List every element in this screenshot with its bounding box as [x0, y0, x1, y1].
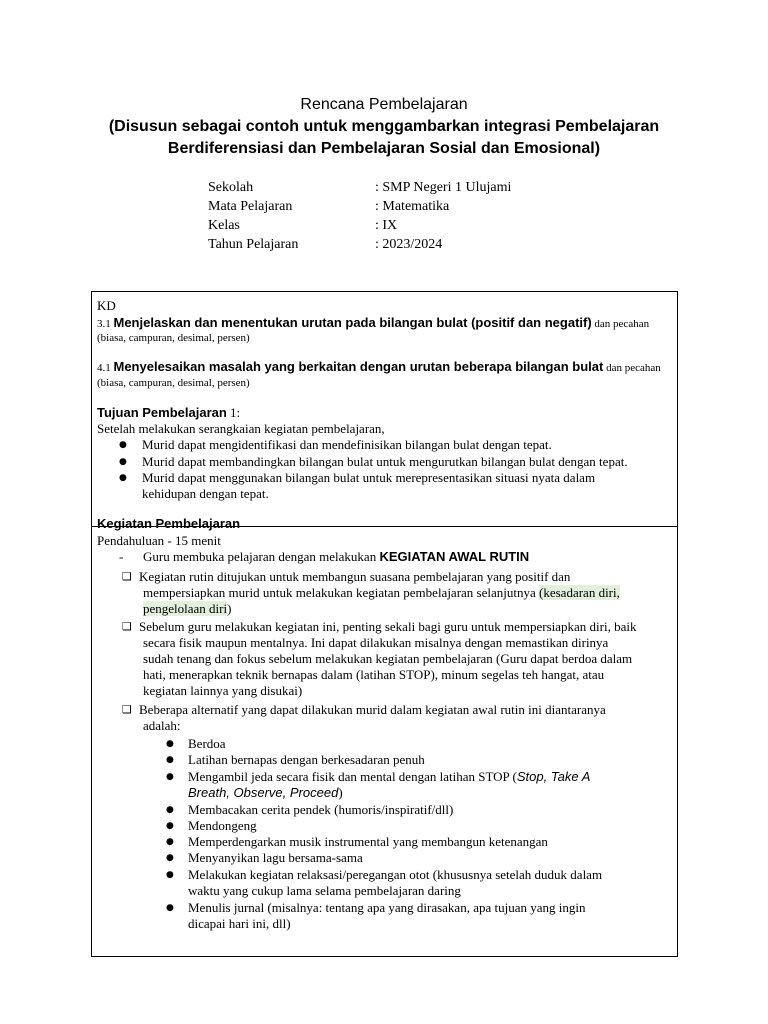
point-3-line: Beberapa alternatif yang dapat dilakukan murid dalam kegiatan awal rutin ini diantaranya: [139, 702, 606, 717]
bullet-icon: ●: [166, 805, 174, 815]
meta-row-tahun-pelajaran: [208, 235, 511, 254]
alternative-item-cont: dicapai hari ini, dll): [188, 916, 291, 931]
meta-row-mata-pelajaran: [208, 197, 511, 216]
tujuan-item: Murid dapat mengidentifikasi dan mendefinisikan bilangan bulat dengan tepat.: [142, 437, 552, 452]
point-2-line: Sebelum guru melakukan kegiatan ini, penting sekali bagi guru untuk mempersiapkan diri, baik: [139, 619, 637, 634]
meta-label: Kelas: [208, 218, 240, 233]
bullet-icon: ●: [166, 903, 174, 913]
bullet-icon: ●: [119, 440, 127, 450]
meta-label: Sekolah: [208, 180, 254, 195]
bullet-icon: ●: [166, 755, 174, 765]
checkbox-icon: ❑: [122, 703, 132, 716]
tujuan-heading-suffix: 1:: [230, 405, 241, 420]
meta-value: : SMP Negeri 1 Ulujami: [375, 180, 512, 195]
kd-tail: dan pecahan: [594, 318, 650, 330]
kd-number: 4.1: [97, 362, 111, 374]
meta-row-sekolah: [208, 178, 511, 197]
kegiatan-awal-item: [143, 549, 529, 565]
alternative-item: Latihan bernapas dengan berkesadaran penuh: [188, 752, 425, 767]
meta-row-kelas: [208, 216, 511, 235]
title-main: Rencana Pembelajaran: [300, 96, 468, 113]
bullet-icon: ●: [119, 473, 127, 483]
tujuan-item: Murid dapat menggunakan bilangan bulat untuk merepresentasikan situasi nyata dalam: [142, 470, 596, 485]
alternative-item: Mendongeng: [188, 818, 257, 833]
kegiatan-awal-prefix: Guru membuka pelajaran dengan melakukan: [143, 549, 377, 564]
point-2-line: sudah tenang dan fokus sebelum melakukan kegiatan pembelajaran (Guru dapat berdoa dalam: [143, 651, 633, 666]
bullet-icon: ●: [166, 870, 174, 880]
kegiatan-heading: Kegiatan Pembelajaran: [97, 516, 241, 531]
kd-item-2: [97, 359, 661, 376]
bullet-icon: ●: [166, 821, 174, 831]
tujuan-heading-text: Tujuan Pembelajaran: [97, 405, 227, 420]
kd-number: 3.1: [97, 318, 111, 330]
pendahuluan-label: Pendahuluan - 15 menit: [97, 533, 221, 548]
checkbox-icon: ❑: [122, 570, 132, 583]
tujuan-heading: [97, 405, 240, 421]
point-1-line-3: [143, 601, 231, 617]
alternative-item: Berdoa: [188, 736, 226, 751]
title-subtitle-2: Berdiferensiasi dan Pembelajaran Sosial dan Emosional): [167, 140, 601, 157]
point-1-line-2: [143, 585, 620, 601]
dash-icon: -: [119, 549, 124, 564]
kd-item-1-line2: (biasa, campuran, desimal, persen): [97, 332, 250, 344]
point-2-line: hati, menerapkan teknik bernapas dalam (latihan STOP), minum segelas teh hangat, atau: [143, 667, 605, 682]
bullet-icon: ●: [166, 772, 174, 782]
alternative-item: Menulis jurnal (misalnya: tentang apa yang dirasakan, apa tujuan yang ingin: [188, 900, 586, 915]
alternative-item: Melakukan kegiatan relaksasi/peregangan otot (khususnya setelah duduk dalam: [188, 867, 603, 882]
alternative-item: Memperdengarkan musik instrumental yang membangun ketenangan: [188, 834, 548, 849]
alternative-item: Menyanyikan lagu bersama-sama: [188, 850, 363, 865]
meta-label: Tahun Pelajaran: [208, 237, 299, 252]
tujuan-item: Murid dapat membandingkan bilangan bulat untuk mengurutkan bilangan bulat dengan tepat.: [142, 454, 628, 469]
highlight-competency: pengelolaan diri: [143, 601, 228, 616]
bullet-icon: ●: [166, 837, 174, 847]
tujuan-intro: Setelah melakukan serangkaian kegiatan pembelajaran,: [97, 421, 385, 436]
checkbox-icon: ❑: [122, 620, 132, 633]
title-subtitle-1: (Disusun sebagai contoh untuk menggambarkan integrasi Pembelajaran: [108, 118, 660, 135]
point-2-line: secara fisik maupun mentalnya. Ini dapat dilakukan misalnya dengan memastikan dirinya: [143, 635, 609, 650]
alternative-item-cont: waktu yang cukup lama selama pembelajaran daring: [188, 883, 461, 898]
kegiatan-awal-bold: KEGIATAN AWAL RUTIN: [379, 549, 530, 564]
meta-value: : 2023/2024: [375, 237, 443, 252]
kd-item-2-line2: (biasa, campuran, desimal, persen): [97, 377, 250, 389]
point-1-close: ): [227, 601, 232, 616]
point-1-text: mempersiapkan murid untuk melakukan kegiatan pembelajaran selanjutnya: [143, 585, 536, 600]
meta-value: : Matematika: [375, 199, 450, 214]
kd-heading: KD: [97, 298, 116, 313]
alternative-item-stop: [188, 769, 590, 785]
tujuan-item-cont: kehidupan dengan tepat.: [142, 486, 269, 501]
kd-title: Menyelesaikan masalah yang berkaitan dengan urutan beberapa bilangan bulat: [113, 359, 604, 374]
meta-value: : IX: [375, 218, 398, 233]
point-3-line: adalah:: [143, 718, 181, 733]
alternative-italic: Stop, Take A: [516, 769, 591, 784]
alternative-item-stop-cont: [188, 785, 343, 801]
bullet-icon: ●: [166, 739, 174, 749]
point-2-line: kegiatan lainnya yang disukai): [143, 683, 303, 698]
alternative-text: Mengambil jeda secara fisik dan mental dengan latihan STOP (: [188, 769, 517, 784]
meta-label: Mata Pelajaran: [208, 199, 293, 214]
kd-tail: dan pecahan: [606, 362, 661, 374]
alternative-close: ): [338, 785, 343, 800]
bullet-icon: ●: [166, 853, 174, 863]
alternative-italic: Breath, Observe, Proceed: [188, 785, 339, 800]
alternative-item: Membacakan cerita pendek (humoris/inspiratif/dll): [188, 802, 454, 817]
point-1-line-1: Kegiatan rutin ditujukan untuk membangun suasana pembelajaran yang positif dan: [139, 569, 571, 584]
document-meta: [208, 178, 511, 254]
kd-title: Menjelaskan dan menentukan urutan pada bilangan bulat (positif dan negatif): [113, 315, 592, 330]
bullet-icon: ●: [119, 457, 127, 467]
document-title: [0, 94, 768, 160]
highlight-competency: (kesadaran diri,: [539, 585, 620, 600]
